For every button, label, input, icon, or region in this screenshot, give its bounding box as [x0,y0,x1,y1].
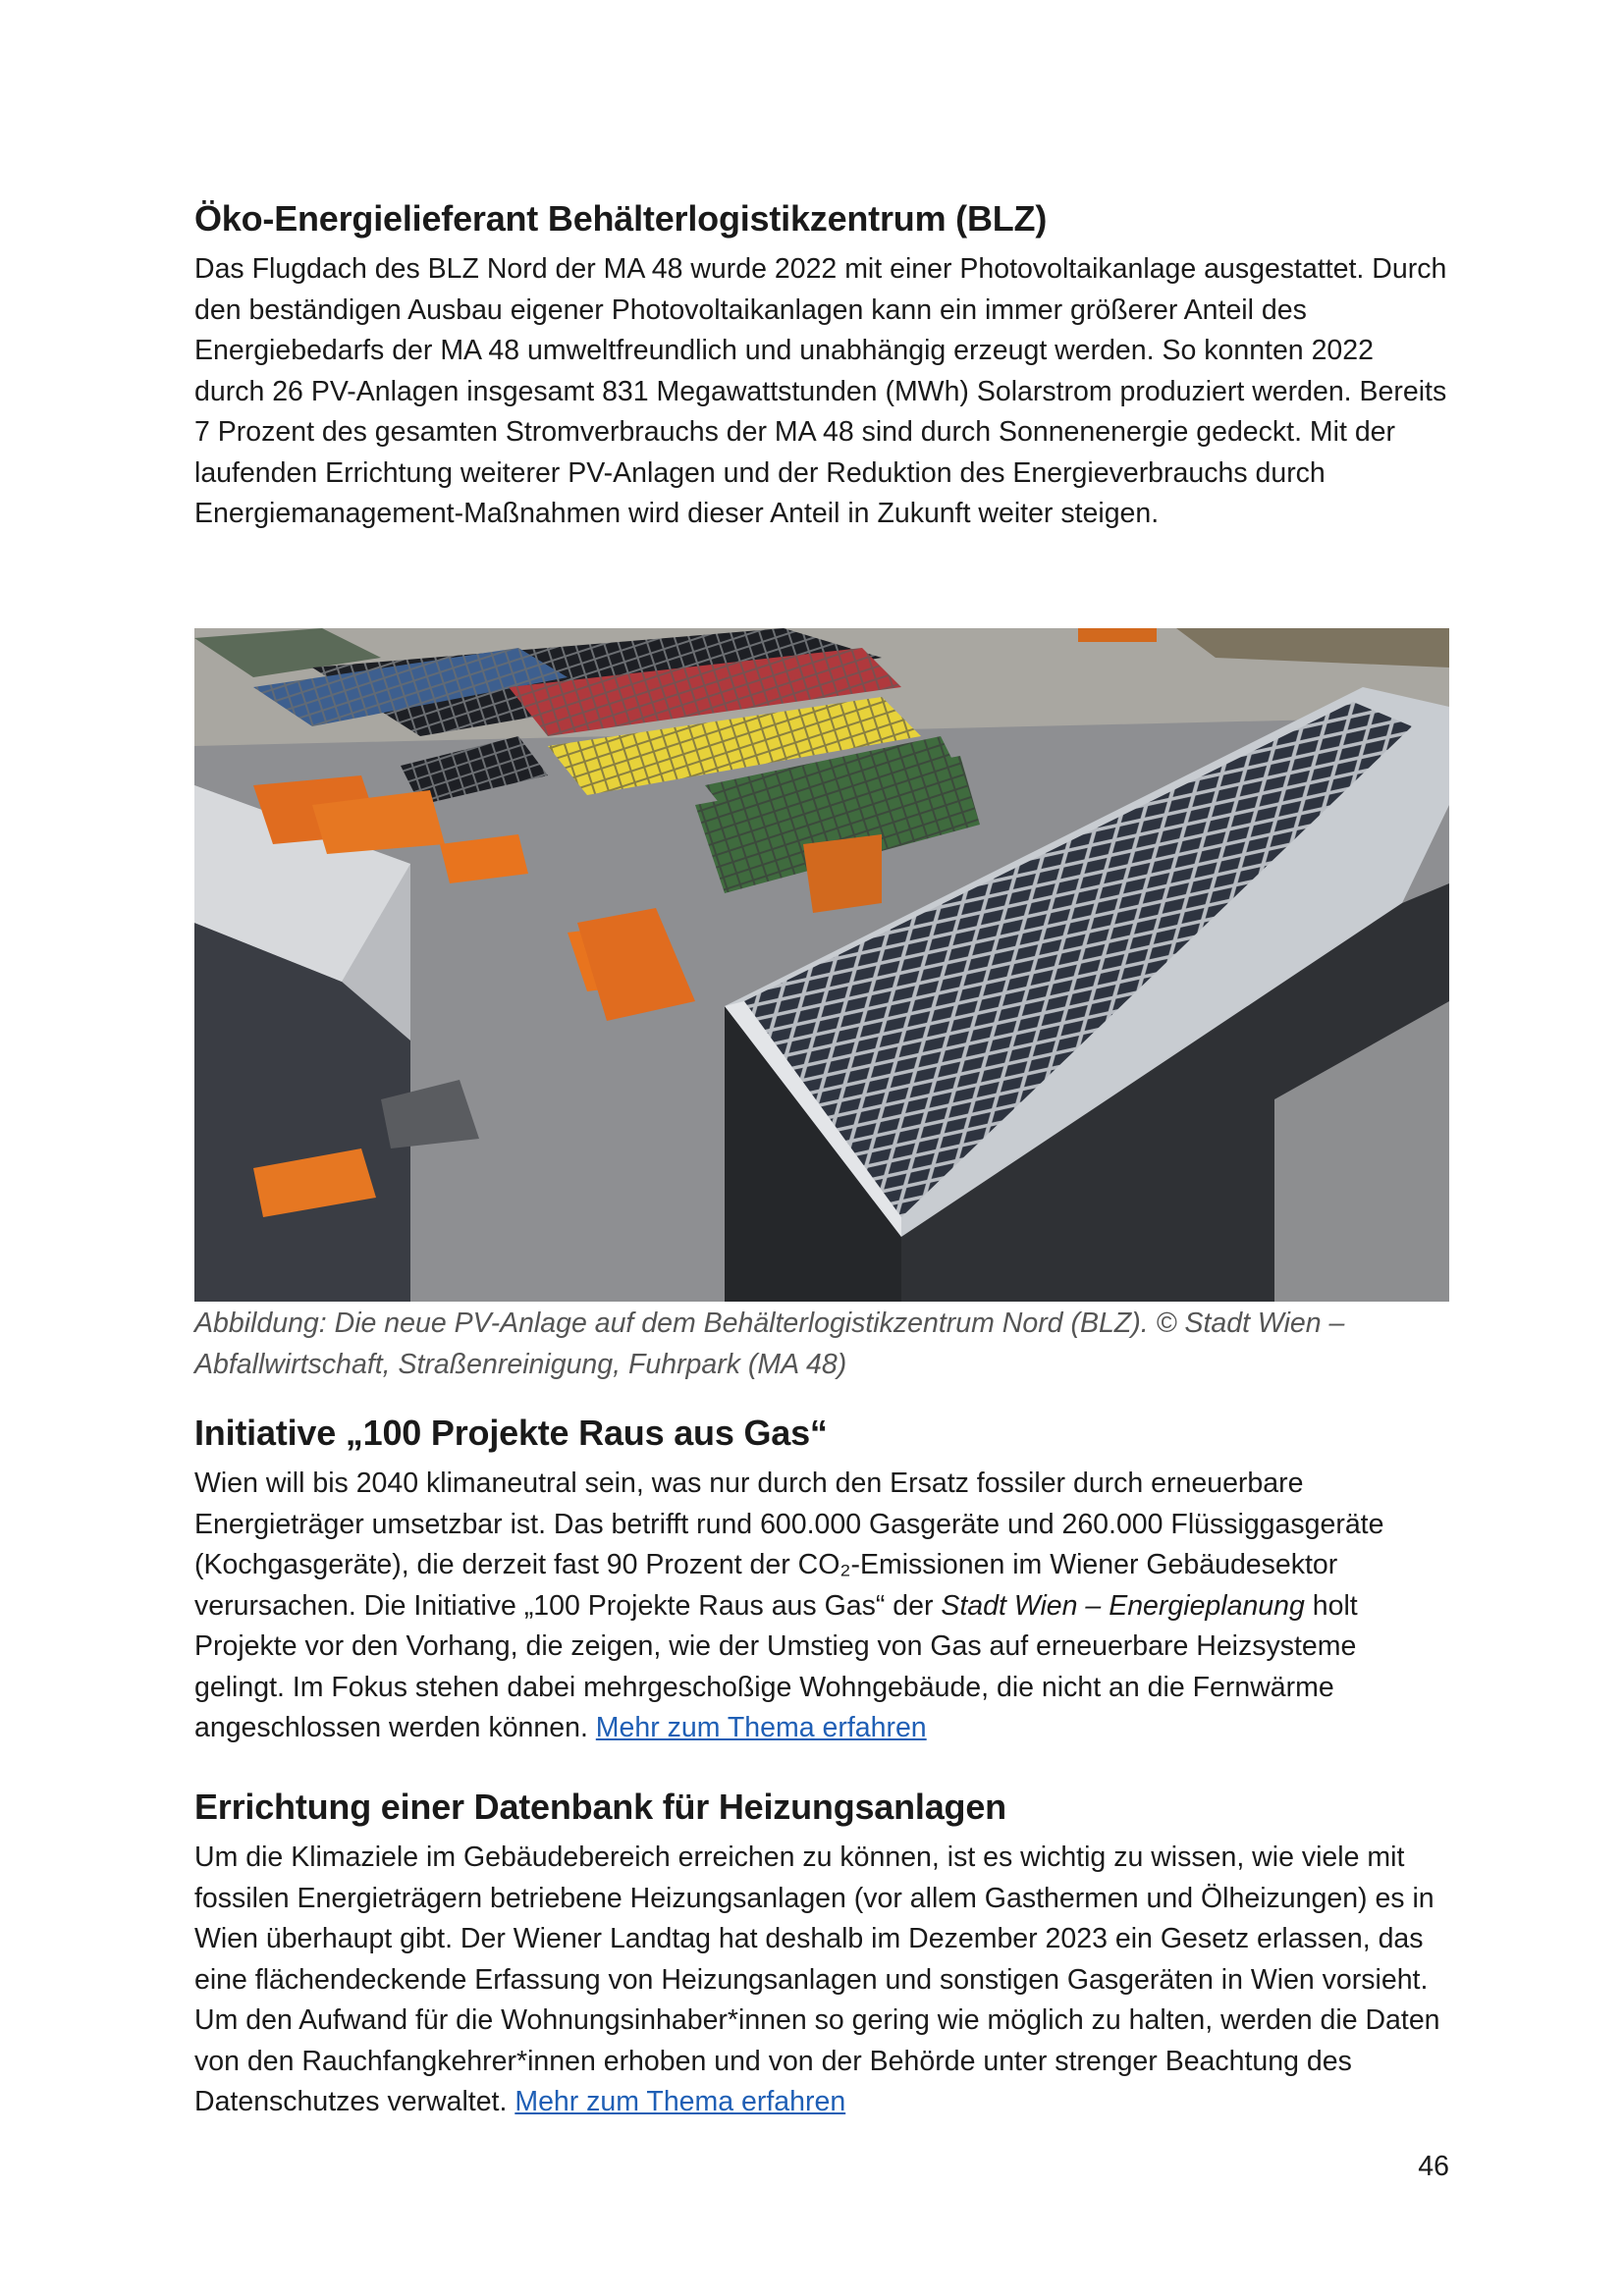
pv-plant-photo [194,628,1449,1302]
section1-heading: Öko-Energielieferant Behälterlogistikzentrum (BLZ) [194,198,1048,239]
section2-heading: Initiative „100 Projekte Raus aus Gas“ [194,1413,828,1453]
section3-more-link[interactable]: Mehr zum Thema erfahren [514,2086,846,2117]
section2-body-text-2: holt Projekte vor den Vorhang, die zeigen, wie der Umstieg von Gas auf erneuerbare Heizsysteme gelingt. Im Fokus stehen dabei mehrgeschoßige Wohngebäude, die nicht an die Fernwärme angeschlossen werden können. [194,1589,1358,1743]
section2-body-italic: Stadt Wien – Energieplanung [941,1589,1305,1622]
section3-body [194,1838,1449,2123]
section-oeko-energie [194,196,1449,535]
page-number: 46 [1418,2151,1449,2182]
section2-body-text-1: Wien will bis 2040 klimaneutral sein, was nur durch den Ersatz fossiler durch erneuerbare Energieträger umsetzbar ist. Das betrifft rund 600.000 Gasgeräte und 260.000 Flüssiggasgeräte (Kochgasgeräte), die derzeit fast 90 Prozent der CO₂-Emissionen im Wiener Gebäudesektor verursachen. Die Initiative „100 Projekte Raus aus Gas“ der [194,1468,1384,1622]
section3-heading: Errichtung einer Datenbank für Heizungsanlagen [194,1787,1006,1827]
section1-body: Das Flugdach des BLZ Nord der MA 48 wurde 2022 mit einer Photovoltaikanlage ausgestattet. Durch den beständigen Ausbau eigener Photovoltaikanlagen kann ein immer größerer Anteil des Energiebedarfs der MA 48 umweltfreundlich und unabhängig erzeugt werden. So konnten 2022 durch 26 PV-Anlagen insgesamt 831 Megawattstunden (MWh) Solarstrom produziert werden. Bereits 7 Prozent des gesamten Stromverbrauchs der MA 48 sind durch Sonnenenergie gedeckt. Mit der laufenden Errichtung weiterer PV-Anlagen und der Reduktion des Energieverbrauchs durch Energiemanagement-Maßnahmen wird dieser Anteil in Zukunft weiter steigen. [194,253,1447,529]
section2-body [194,1464,1449,1749]
section-datenbank-heizung [194,1785,1449,2123]
section2-more-link[interactable]: Mehr zum Thema erfahren [595,1712,927,1743]
figure-caption: Abbildung: Die neue PV-Anlage auf dem Behälterlogistikzentrum Nord (BLZ). © Stadt Wien – Abfallwirtschaft, Straßenreinigung, Fuhrpark (MA 48) [194,1308,1345,1380]
section3-body-text: Um die Klimaziele im Gebäudebereich erreichen zu können, ist es wichtig zu wissen, wie viele mit fossilen Energieträgern betriebene Heizungsanlagen (vor allem Gasthermen und Ölheizungen) es in Wien überhaupt gibt. Der Wiener Landtag hat deshalb im Dezember 2023 ein Gesetz erlassen, das eine flächendeckende Erfassung von Heizungsanlagen und sonstigen Gasgeräten in Wien vorsieht. Um den Aufwand für die Wohnungsinhaber*innen so gering wie möglich zu halten, werden die Daten von den Rauchfangkehrer*innen erhoben und von der Behörde unter strenger Beachtung des Datenschutzes verwaltet. [194,1842,1440,2117]
section-raus-aus-gas [194,1411,1449,1749]
aerial-photo-illustration [194,628,1449,1302]
